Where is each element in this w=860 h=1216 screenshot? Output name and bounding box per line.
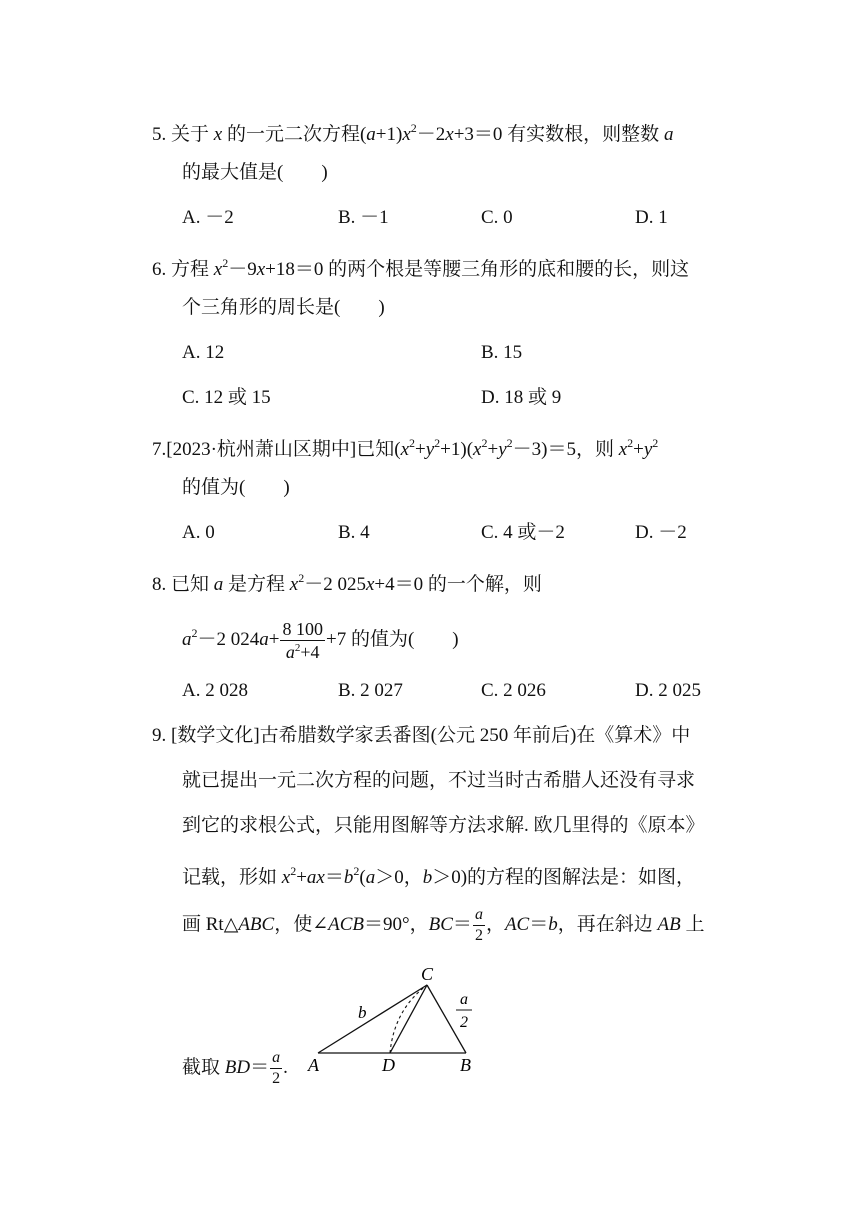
segment-cd bbox=[390, 985, 427, 1053]
q8-exponent: 2 bbox=[298, 571, 305, 585]
q8-option-c: C. 2 026 bbox=[481, 680, 546, 701]
q7-var: y bbox=[498, 439, 507, 460]
q7-text: + bbox=[415, 439, 426, 460]
q9-text: ，再在斜边 bbox=[557, 914, 658, 935]
q8-exponent: 2 bbox=[191, 626, 198, 640]
q7-line2: 的值为( ) bbox=[182, 477, 290, 498]
q8-option-b: B. 2 027 bbox=[338, 680, 403, 701]
q7-text: + bbox=[633, 439, 644, 460]
q6-text: －9 bbox=[228, 259, 257, 280]
q9-var: AB bbox=[657, 914, 681, 935]
q7-text: －3)＝5，则 bbox=[512, 439, 619, 460]
q9-fraction bbox=[270, 1050, 282, 1087]
q9-line3: 到它的求根公式，只能用图解等方法求解. 欧几里得的《原本》 bbox=[182, 815, 705, 836]
q9-var: BC bbox=[428, 914, 453, 935]
q8-var: x bbox=[289, 574, 299, 595]
label-side-b: b bbox=[358, 1003, 367, 1022]
q8-var: a bbox=[285, 642, 295, 663]
q9-text: 截取 bbox=[182, 1057, 225, 1078]
q7-option-d: D. －2 bbox=[635, 522, 687, 543]
q9-text: ＝ bbox=[452, 914, 472, 935]
q7-exponent: 2 bbox=[652, 436, 659, 450]
q6-option-d: D. 18 或 9 bbox=[481, 387, 562, 408]
q8-var: a bbox=[259, 629, 269, 650]
q5-text: －2 bbox=[416, 124, 446, 145]
q9-text: + bbox=[296, 867, 307, 888]
q5-text: 的一元二次方程( bbox=[222, 124, 367, 145]
q9-text: ，使∠ bbox=[274, 914, 329, 935]
q7-text: [2023·杭州萧山区期中]已知( bbox=[166, 439, 401, 460]
q9-var: AC bbox=[504, 914, 530, 935]
q9-line6 bbox=[182, 1040, 288, 1096]
q8-text: 是方程 bbox=[223, 574, 290, 595]
q9-exponent: 2 bbox=[353, 864, 360, 878]
q8-line2 bbox=[182, 610, 459, 663]
q9-var: BD bbox=[224, 1057, 251, 1078]
q9-var: b bbox=[343, 867, 354, 888]
q8-text: 已知 bbox=[171, 574, 214, 595]
q9-line5 bbox=[182, 897, 705, 953]
q9-text: 上 bbox=[680, 914, 705, 935]
q9-var: ax bbox=[306, 867, 325, 888]
q9-var: ABC bbox=[238, 914, 275, 935]
q9-number: 9. bbox=[152, 725, 167, 746]
q9-line4 bbox=[182, 859, 695, 890]
q5-option-c: C. 0 bbox=[481, 207, 513, 228]
q5-line2: 的最大值是( ) bbox=[182, 162, 328, 183]
q9-text: . bbox=[283, 1057, 288, 1078]
label-a: A bbox=[308, 1055, 319, 1075]
q9-var: x bbox=[281, 867, 291, 888]
q9-text: ＝ bbox=[324, 867, 344, 888]
q7-var: x bbox=[618, 439, 628, 460]
q9-var: b bbox=[422, 867, 433, 888]
q6-exponent: 2 bbox=[222, 256, 229, 270]
q5-var: x bbox=[402, 124, 411, 145]
q6-var: x bbox=[256, 259, 266, 280]
q9-var: ACB bbox=[328, 914, 365, 935]
q6-text: 方程 bbox=[171, 259, 214, 280]
q7-line1 bbox=[152, 431, 658, 462]
q5-text: +1) bbox=[375, 124, 403, 145]
q9-text: ＝ bbox=[529, 914, 549, 935]
q8-option-d: D. 2 025 bbox=[635, 680, 701, 701]
q6-number: 6. bbox=[152, 259, 167, 280]
q7-exponent: 2 bbox=[506, 436, 513, 450]
q5-var: a bbox=[663, 124, 674, 145]
q6-text: +18＝0 的两个根是等腰三角形的底和腰的长，则这 bbox=[265, 259, 690, 280]
q5-exponent: 2 bbox=[410, 121, 417, 135]
q9-text: ＝90°， bbox=[364, 914, 429, 935]
q9-text: 记载，形如 bbox=[182, 867, 282, 888]
q9-fraction bbox=[473, 907, 485, 944]
q8-text: +4＝0 的一个解，则 bbox=[374, 574, 542, 595]
label-side-a-den: 2 bbox=[460, 1014, 468, 1031]
label-b: B bbox=[460, 1055, 471, 1075]
q7-exponent: 2 bbox=[481, 436, 488, 450]
q9-text: ＞0， bbox=[375, 867, 423, 888]
q7-option-a: A. 0 bbox=[182, 522, 215, 543]
q5-var: x bbox=[213, 124, 223, 145]
q7-text: + bbox=[487, 439, 499, 460]
q8-text: +7 的值为( ) bbox=[325, 629, 459, 650]
q7-var: y bbox=[425, 439, 435, 460]
q6-option-b: B. 15 bbox=[481, 342, 523, 363]
q9-text: [数学文化]古希腊数学家丢番图(公元 250 年前后)在《算术》中 bbox=[171, 725, 691, 746]
q9-text: 画 Rt△ bbox=[182, 914, 239, 935]
q7-var: x bbox=[400, 439, 409, 460]
q7-exponent: 2 bbox=[434, 436, 441, 450]
q5-option-a: A. －2 bbox=[182, 207, 234, 228]
q9-text: ( bbox=[359, 867, 366, 888]
q5-var: x bbox=[445, 124, 454, 145]
q5-line1 bbox=[152, 116, 673, 147]
q6-option-c: C. 12 或 15 bbox=[182, 387, 271, 408]
q7-exponent: 2 bbox=[409, 436, 415, 450]
q9-text: ， bbox=[485, 914, 505, 935]
q6-line1 bbox=[152, 251, 689, 282]
q8-var: a bbox=[182, 629, 192, 650]
q8-exponent: 2 bbox=[294, 642, 301, 655]
q6-option-a: A. 12 bbox=[182, 342, 225, 363]
q8-var: a bbox=[213, 574, 224, 595]
q5-text: 关于 bbox=[171, 124, 214, 145]
q9-fraction-numerator: a bbox=[473, 907, 485, 926]
q7-var: x bbox=[473, 439, 482, 460]
q9-var: b bbox=[548, 914, 558, 935]
q8-option-a: A. 2 028 bbox=[182, 680, 248, 701]
q9-fraction-numerator: a bbox=[270, 1050, 282, 1069]
q8-fraction bbox=[280, 620, 325, 661]
q8-line1 bbox=[152, 566, 542, 597]
q8-text: +4 bbox=[300, 642, 320, 663]
q5-option-b: B. －1 bbox=[338, 207, 389, 228]
q8-var: x bbox=[365, 574, 375, 595]
q7-option-c: C. 4 或－2 bbox=[481, 522, 565, 543]
label-c: C bbox=[421, 964, 434, 984]
triangle-figure bbox=[290, 960, 490, 1080]
q8-text: + bbox=[268, 629, 280, 650]
q9-line1 bbox=[152, 724, 690, 748]
q8-fraction-denominator bbox=[280, 641, 325, 661]
q5-number: 5. bbox=[152, 124, 167, 145]
label-side-a-num: a bbox=[460, 991, 468, 1008]
q9-exponent: 2 bbox=[290, 864, 297, 878]
q9-text: ＝ bbox=[250, 1057, 270, 1078]
label-d: D bbox=[382, 1055, 395, 1075]
side-ac bbox=[318, 985, 427, 1053]
q7-number: 7. bbox=[152, 439, 167, 460]
q6-line2: 个三角形的周长是( ) bbox=[182, 297, 385, 318]
q6-var: x bbox=[213, 259, 223, 280]
q9-fraction-denominator: 2 bbox=[474, 927, 483, 945]
q5-text: +3＝0 有实数根，则整数 bbox=[453, 124, 664, 145]
q7-exponent: 2 bbox=[627, 436, 634, 450]
q9-line2: 就已提出一元二次方程的问题，不过当时古希腊人还没有寻求 bbox=[182, 770, 696, 791]
q7-option-b: B. 4 bbox=[338, 522, 370, 543]
q8-number: 8. bbox=[152, 574, 167, 595]
q5-option-d: D. 1 bbox=[635, 207, 668, 228]
q9-var: a bbox=[365, 867, 376, 888]
q7-text: +1)( bbox=[440, 439, 474, 460]
q5-var: a bbox=[366, 124, 376, 145]
q9-text: ＞0)的方程的图解法是：如图， bbox=[432, 867, 696, 888]
q7-var: y bbox=[643, 439, 653, 460]
q8-fraction-numerator: 8 100 bbox=[282, 619, 323, 640]
q9-fraction-denominator: 2 bbox=[272, 1070, 281, 1088]
q8-text: －2 025 bbox=[304, 574, 366, 595]
q8-text: －2 024 bbox=[197, 629, 260, 650]
